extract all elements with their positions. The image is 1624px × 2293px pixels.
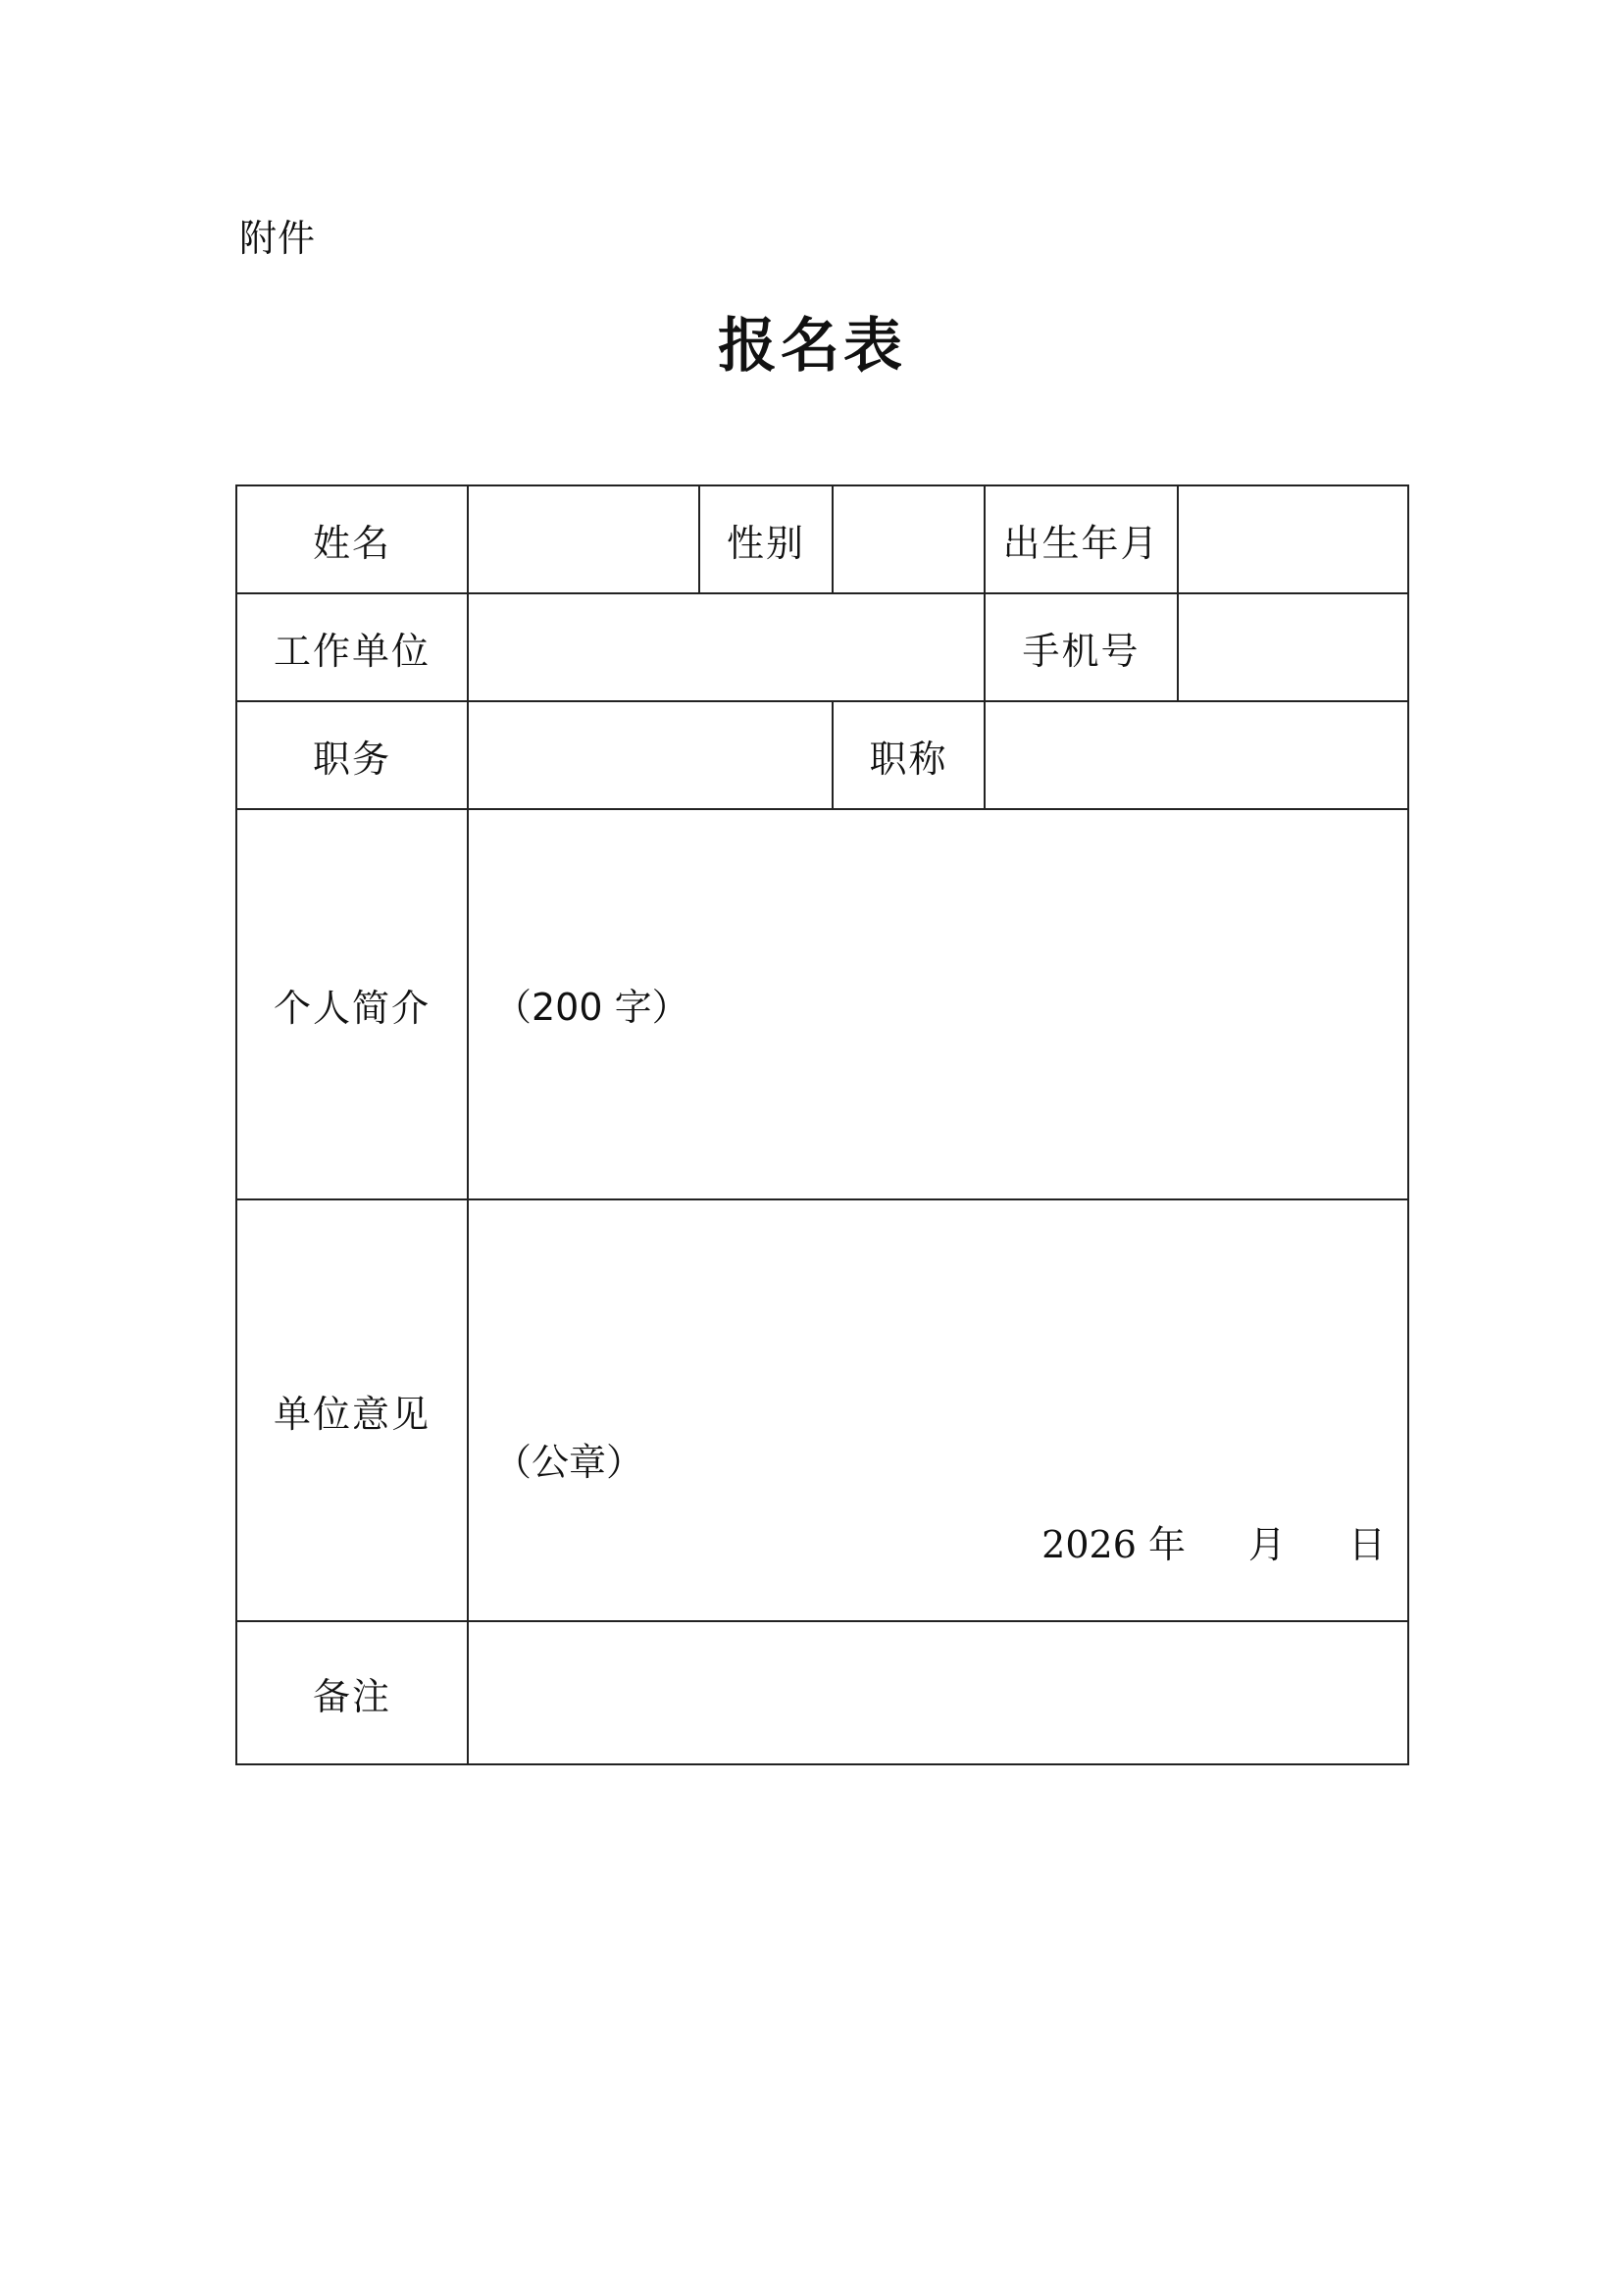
birth-label: 出生年月 <box>985 485 1178 593</box>
date-month: 月 <box>1247 1523 1286 1566</box>
professional-title-field[interactable] <box>985 701 1408 809</box>
phone-field[interactable] <box>1178 593 1408 701</box>
unit-opinion-label: 单位意见 <box>236 1199 468 1621</box>
name-field[interactable] <box>468 485 699 593</box>
profile-hint: （200 字） <box>494 986 689 1029</box>
phone-label: 手机号 <box>985 593 1178 701</box>
professional-title-label: 职称 <box>833 701 985 809</box>
birth-field[interactable] <box>1178 485 1408 593</box>
remarks-field[interactable] <box>468 1621 1408 1764</box>
position-label: 职务 <box>236 701 468 809</box>
gender-label: 性别 <box>699 485 833 593</box>
seal-hint: （公章） <box>494 1441 644 1484</box>
work-unit-label: 工作单位 <box>236 593 468 701</box>
profile-label: 个人简介 <box>236 809 468 1199</box>
form-title: 报名表 <box>718 312 906 381</box>
work-unit-field[interactable] <box>468 593 985 701</box>
position-field[interactable] <box>468 701 833 809</box>
name-label: 姓名 <box>236 485 468 593</box>
date-year: 2026 年 <box>1041 1523 1186 1566</box>
unit-opinion-field[interactable] <box>468 1199 1408 1621</box>
registration-form <box>235 484 1409 1765</box>
remarks-label: 备注 <box>236 1621 468 1764</box>
gender-field[interactable] <box>833 485 985 593</box>
date-line <box>1041 1514 1386 1568</box>
attachment-label: 附件 <box>239 217 317 260</box>
profile-field[interactable] <box>468 809 1408 1199</box>
date-day: 日 <box>1347 1523 1386 1566</box>
